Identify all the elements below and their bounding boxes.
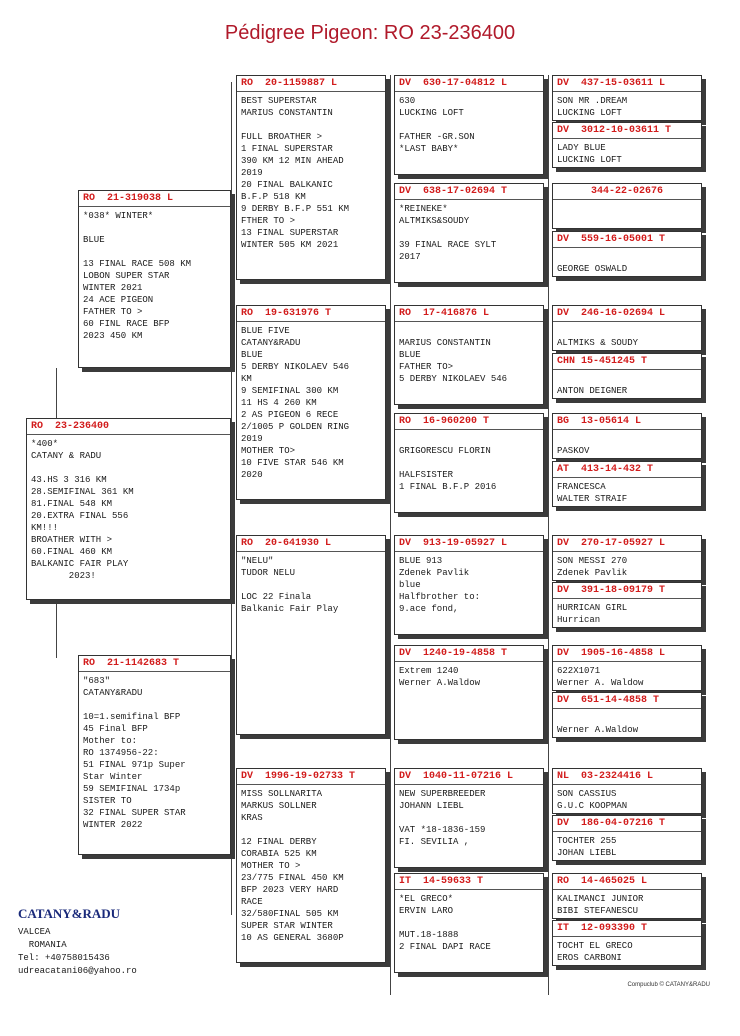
card-line: ROMANIA <box>18 940 67 950</box>
card-line: Werner A.Waldow <box>557 725 639 735</box>
connector <box>56 600 57 658</box>
card-line: LOC 22 Finala <box>241 592 312 602</box>
card-line: GEORGE OSWALD <box>557 264 628 274</box>
card-body <box>237 552 385 615</box>
card-line: Hurrican <box>557 615 601 625</box>
page-title: Pédigree Pigeon: RO 23-236400 <box>224 22 516 44</box>
connector <box>231 535 232 915</box>
card-line: GRIGORESCU FLORIN <box>399 446 491 456</box>
card-line: BLUE FIVE <box>241 326 290 336</box>
breeder-contact <box>18 926 137 978</box>
ring-number: DV 1040-11-07216 L <box>395 769 543 785</box>
card-line: NEW SUPERBREEDER <box>399 789 486 799</box>
card-line: SON MESSI 270 <box>557 556 628 566</box>
ring-number: CHN 15-451245 T <box>553 354 701 370</box>
card-line: FI. SEVILIA , <box>399 837 470 847</box>
card-line: FTHER TO > <box>241 216 296 226</box>
card-line: 2020 <box>241 470 263 480</box>
card-body <box>553 890 701 917</box>
card-body <box>237 92 385 251</box>
card-body <box>395 322 543 385</box>
ring-number: RO 16-960200 T <box>395 414 543 430</box>
card-line: 2019 <box>241 434 263 444</box>
card-line: WALTER STRAIF <box>557 494 628 504</box>
great-grandparent-card <box>394 413 544 513</box>
card-line: KALIMANCI JUNIOR <box>557 894 644 904</box>
card-line: 60 FINL RACE BFP <box>83 319 170 329</box>
card-line: Zdenek Pavlik <box>399 568 470 578</box>
great-grandparent-card <box>394 183 544 283</box>
ring-number: DV 1240-19-4858 T <box>395 646 543 662</box>
card-line: 10 AS GENERAL 3680P <box>241 933 344 943</box>
card-line: *REINEKE* <box>399 204 448 214</box>
card-line: 11 HS 4 260 KM <box>241 398 317 408</box>
card-line: 2023! <box>31 571 96 581</box>
card-line: WINTER 2021 <box>83 283 143 293</box>
card-line: HURRICAN GIRL <box>557 603 628 613</box>
card-line: 81.FINAL 548 KM <box>31 499 113 509</box>
ring-number: DV 559-16-05001 T <box>553 232 701 248</box>
card-line: BROATHER WITH > <box>31 535 113 545</box>
card-line: 43.HS 3 316 KM <box>31 475 107 485</box>
card-line: TOCHT EL GRECO <box>557 941 633 951</box>
card-line: ERVIN LARO <box>399 906 454 916</box>
card-line: MOTHER TO> <box>241 446 296 456</box>
card-body <box>553 370 701 397</box>
card-line: MOTHER TO > <box>241 861 301 871</box>
ancestor-card <box>552 645 702 691</box>
card-line <box>557 712 697 724</box>
ancestor-card <box>552 413 702 459</box>
card-line <box>399 812 539 824</box>
dam-card <box>78 655 231 855</box>
ancestor-card <box>552 183 702 229</box>
card-line: BEST SUPERSTAR <box>241 96 317 106</box>
ring-number: DV 1905-16-4858 L <box>553 646 701 662</box>
ancestor-card <box>552 231 702 277</box>
card-line <box>557 251 697 263</box>
card-line: Tel: +40758015436 <box>18 953 110 963</box>
card-body <box>553 92 701 119</box>
card-line: B.F.P 518 KM <box>241 192 306 202</box>
card-line: 5 DERBY NIKOLAEV 546 <box>241 362 350 372</box>
card-line <box>557 433 697 445</box>
card-line: 23/775 FINAL 450 KM <box>241 873 344 883</box>
card-line <box>241 119 381 131</box>
card-line: 20.EXTRA FINAL 556 <box>31 511 129 521</box>
ring-number: RO 20-1159887 L <box>237 76 385 92</box>
card-line: FATHER -GR.SON <box>399 132 475 142</box>
ring-number: RO 21-319038 L <box>79 191 230 207</box>
card-line: HALFSISTER <box>399 470 454 480</box>
card-line: Halfbrother to: <box>399 592 481 602</box>
ring-number: RO 19-631976 T <box>237 306 385 322</box>
sire-card <box>78 190 231 368</box>
card-body <box>553 937 701 964</box>
ancestor-card <box>552 582 702 628</box>
ring-number: RO 23-236400 <box>27 419 230 435</box>
card-line: LADY BLUE <box>557 143 606 153</box>
card-line: RO 1374956-22: <box>83 748 159 758</box>
card-line: BALKANIC FAIR PLAY <box>31 559 129 569</box>
connector <box>56 368 57 418</box>
card-body <box>395 552 543 615</box>
card-line: 2/1005 P GOLDEN RING <box>241 422 350 432</box>
great-grandparent-card <box>394 305 544 405</box>
card-line: WINTER 2022 <box>83 820 143 830</box>
card-line: 9 DERBY B.F.P 551 KM <box>241 204 350 214</box>
card-line: ALTMIKS & SOUDY <box>557 338 639 348</box>
card-line: SON MR .DREAM <box>557 96 628 106</box>
card-body <box>553 322 701 349</box>
ancestor-card <box>552 461 702 507</box>
card-line: FRANCESCA <box>557 482 606 492</box>
card-line: CATANY&RADU <box>241 338 301 348</box>
card-line <box>399 917 539 929</box>
card-line: 5 DERBY NIKOLAEV 546 <box>399 374 508 384</box>
card-line: ALTMIKS&SOUDY <box>399 216 470 226</box>
grandparent-card <box>236 75 386 280</box>
card-line: G.U.C KOOPMAN <box>557 801 628 811</box>
card-line: LUCKING LOFT <box>399 108 464 118</box>
card-line: 13 FINAL RACE 508 KM <box>83 259 192 269</box>
great-grandparent-card <box>394 645 544 740</box>
card-body <box>395 92 543 155</box>
grandparent-card <box>236 768 386 963</box>
card-body <box>553 552 701 579</box>
card-line: 2023 450 KM <box>83 331 143 341</box>
card-line: Balkanic Fair Play <box>241 604 339 614</box>
card-line: SON CASSIUS <box>557 789 617 799</box>
ring-number: DV 630-17-04812 L <box>395 76 543 92</box>
ancestor-card <box>552 873 702 919</box>
card-line: 60.FINAL 460 KM <box>31 547 113 557</box>
card-body <box>553 478 701 505</box>
card-line: SUPER STAR WINTER <box>241 921 333 931</box>
card-line: LUCKING LOFT <box>557 155 622 165</box>
card-line: SISTER TO <box>83 796 132 806</box>
card-line: PASKOV <box>557 446 590 456</box>
card-line: 32 FINAL SUPER STAR <box>83 808 186 818</box>
copyright: Compuclub © CATANY&RADU <box>627 982 710 988</box>
ring-number: AT 413-14-432 T <box>553 462 701 478</box>
card-line: TUDOR NELU <box>241 568 296 578</box>
card-line: CATANY & RADU <box>31 451 102 461</box>
ring-number: DV 913-19-05927 L <box>395 536 543 552</box>
card-line: KM!!! <box>31 523 59 533</box>
great-grandparent-card <box>394 75 544 175</box>
card-line: 1 FINAL B.F.P 2016 <box>399 482 497 492</box>
card-line: BLUE <box>399 350 421 360</box>
card-body <box>237 322 385 481</box>
card-line <box>83 246 226 258</box>
card-line: Extrem 1240 <box>399 666 459 676</box>
ancestor-card <box>552 353 702 399</box>
ring-number: IT 12-093390 T <box>553 921 701 937</box>
card-line: 2017 <box>399 252 421 262</box>
card-line: WINTER 505 KM 2021 <box>241 240 339 250</box>
card-line: 1 FINAL SUPERSTAR <box>241 144 333 154</box>
great-grandparent-card <box>394 873 544 973</box>
card-line: CATANY&RADU <box>83 688 143 698</box>
card-line: 24 ACE PIGEON <box>83 295 154 305</box>
card-line: Werner A.Waldow <box>399 678 481 688</box>
card-line <box>399 433 539 445</box>
card-line <box>557 325 697 337</box>
ring-number: NL 03-2324416 L <box>553 769 701 785</box>
ring-number: BG 13-05614 L <box>553 414 701 430</box>
card-line: ANTON DEIGNER <box>557 386 628 396</box>
card-line: 59 SEMIFINAL 1734p <box>83 784 181 794</box>
ring-number: DV 186-04-07216 T <box>553 816 701 832</box>
card-line: RACE <box>241 897 263 907</box>
card-line: Mother to: <box>83 736 138 746</box>
card-line: MARIUS CONSTANTIN <box>241 108 333 118</box>
card-line: BLUE 913 <box>399 556 443 566</box>
grandparent-card <box>236 535 386 735</box>
ancestor-card <box>552 122 702 168</box>
great-grandparent-card <box>394 768 544 868</box>
ring-number: 344-22-02676 <box>553 184 701 200</box>
card-body <box>553 599 701 626</box>
card-body <box>553 832 701 859</box>
ancestor-card <box>552 768 702 814</box>
great-grandparent-card <box>394 535 544 635</box>
card-line: *038* WINTER* <box>83 211 154 221</box>
card-line: 622X1071 <box>557 666 601 676</box>
card-line: BLUE <box>241 350 263 360</box>
card-line: 20 FINAL BALKANIC <box>241 180 333 190</box>
card-line <box>399 227 539 239</box>
connector <box>390 75 391 995</box>
card-line: *400* <box>31 439 59 449</box>
card-line <box>399 457 539 469</box>
card-body <box>395 662 543 689</box>
card-line: FULL BROATHER > <box>241 132 323 142</box>
ring-number: DV 1996-19-02733 T <box>237 769 385 785</box>
ring-number: RO 20-641930 L <box>237 536 385 552</box>
card-body <box>395 785 543 848</box>
card-line: VALCEA <box>18 927 51 937</box>
card-line: 28.SEMIFINAL 361 KM <box>31 487 134 497</box>
card-line: Werner A. Waldow <box>557 678 644 688</box>
ring-number: IT 14-59633 T <box>395 874 543 890</box>
card-line <box>241 579 381 591</box>
ring-number: DV 391-18-09179 T <box>553 583 701 599</box>
ring-number: RO 14-465025 L <box>553 874 701 890</box>
card-line: BFP 2023 VERY HARD <box>241 885 339 895</box>
ring-number: DV 270-17-05927 L <box>553 536 701 552</box>
card-line <box>31 462 226 474</box>
card-line: TOCHTER 255 <box>557 836 617 846</box>
card-line: LOBON SUPER STAR <box>83 271 170 281</box>
ring-number: DV 651-14-4858 T <box>553 693 701 709</box>
card-line: JOHANN LIEBL <box>399 801 464 811</box>
card-line: BIBI STEFANESCU <box>557 906 639 916</box>
card-line: EROS CARBONI <box>557 953 622 963</box>
ring-number: DV 246-16-02694 L <box>553 306 701 322</box>
card-line: KM <box>241 374 252 384</box>
card-line: 51 FINAL 971p Super <box>83 760 186 770</box>
ancestor-card <box>552 920 702 966</box>
card-line: 390 KM 12 MIN AHEAD <box>241 156 344 166</box>
ring-number: DV 437-15-03611 L <box>553 76 701 92</box>
breeder-brand: CATANY&RADU <box>18 906 121 921</box>
card-line: 2019 <box>241 168 263 178</box>
card-body <box>553 785 701 812</box>
card-body <box>553 200 701 203</box>
card-line: Zdenek Pavlik <box>557 568 628 578</box>
card-line: "683" <box>83 676 111 686</box>
card-line: 2 FINAL DAPI RACE <box>399 942 491 952</box>
card-line: *EL GRECO* <box>399 894 454 904</box>
card-line: 10=1.semifinal BFP <box>83 712 181 722</box>
card-line: FATHER TO > <box>83 307 143 317</box>
ancestor-card <box>552 75 702 121</box>
ancestor-card <box>552 692 702 738</box>
card-body <box>553 430 701 457</box>
connector <box>548 75 549 995</box>
grandparent-card <box>236 305 386 500</box>
card-line: LUCKING LOFT <box>557 108 622 118</box>
card-body <box>237 785 385 944</box>
card-line: *LAST BABY* <box>399 144 459 154</box>
card-line: CORABIA 525 KM <box>241 849 317 859</box>
ring-number: RO 21-1142683 T <box>79 656 230 672</box>
card-body <box>553 139 701 166</box>
card-body <box>553 709 701 736</box>
card-line: VAT *18-1836-159 <box>399 825 486 835</box>
card-line <box>83 699 226 711</box>
card-body <box>27 435 230 582</box>
ancestor-card <box>552 305 702 351</box>
card-body <box>79 207 230 342</box>
card-body <box>395 430 543 493</box>
ring-number: DV 638-17-02694 T <box>395 184 543 200</box>
card-line: MARIUS CONSTANTIN <box>399 338 491 348</box>
card-line: 12 FINAL DERBY <box>241 837 317 847</box>
card-line: FATHER TO> <box>399 362 454 372</box>
card-line: udreacatani06@yahoo.ro <box>18 966 137 976</box>
ring-number: RO 17-416876 L <box>395 306 543 322</box>
card-body <box>395 200 543 263</box>
card-line: 10 FIVE STAR 546 KM <box>241 458 344 468</box>
card-line: 630 <box>399 96 416 106</box>
card-line: 9 SEMIFINAL 300 KM <box>241 386 339 396</box>
card-line: Star Winter <box>83 772 143 782</box>
card-line: "NELU" <box>241 556 274 566</box>
card-line: 39 FINAL RACE SYLT <box>399 240 497 250</box>
card-line: BLUE <box>83 235 105 245</box>
card-line: 13 FINAL SUPERSTAR <box>241 228 339 238</box>
card-line: blue <box>399 580 421 590</box>
ring-number: DV 3012-10-03611 T <box>553 123 701 139</box>
card-line: 9.ace fond, <box>399 604 459 614</box>
card-line: 32/580FINAL 505 KM <box>241 909 339 919</box>
card-line <box>399 325 539 337</box>
card-line: MISS SOLLNARITA <box>241 789 323 799</box>
card-line <box>399 119 539 131</box>
card-body <box>395 890 543 953</box>
card-line <box>83 222 226 234</box>
card-line: JOHAN LIEBL <box>557 848 617 858</box>
card-line <box>241 824 381 836</box>
card-line: MARKUS SOLLNER <box>241 801 317 811</box>
card-body <box>553 248 701 275</box>
subject-card <box>26 418 231 600</box>
ancestor-card <box>552 815 702 861</box>
card-line: 45 Final BFP <box>83 724 148 734</box>
card-line: KRAS <box>241 813 263 823</box>
card-line: MUT.18-1888 <box>399 930 459 940</box>
ancestor-card <box>552 535 702 581</box>
card-line <box>557 373 697 385</box>
card-line: 2 AS PIGEON 6 RECE <box>241 410 339 420</box>
card-body <box>553 662 701 689</box>
card-body <box>79 672 230 831</box>
connector <box>231 82 232 602</box>
